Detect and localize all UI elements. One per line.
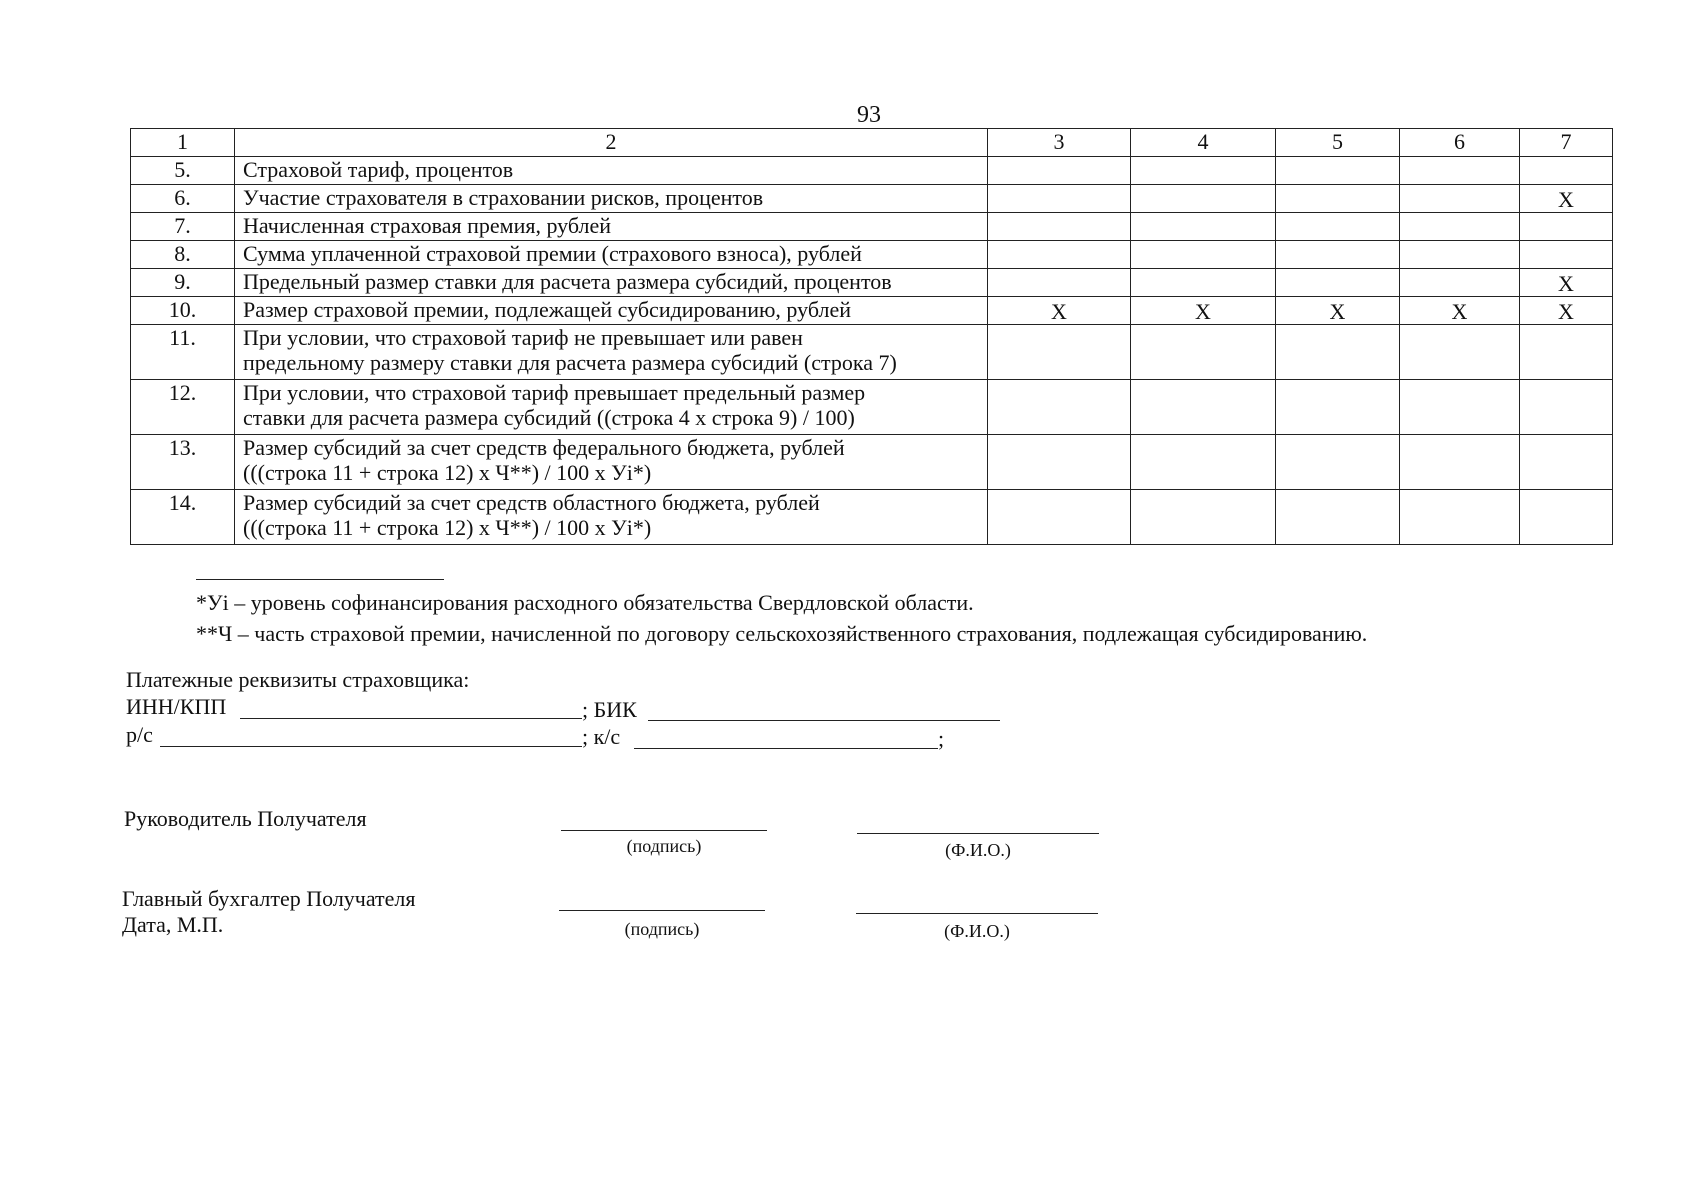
table-row bbox=[131, 157, 1613, 185]
value-cell[interactable] bbox=[1276, 269, 1400, 297]
value-cell[interactable]: X bbox=[988, 297, 1131, 325]
value-cell[interactable] bbox=[1276, 490, 1400, 545]
accountant-name-line[interactable] bbox=[856, 913, 1098, 914]
value-cell[interactable] bbox=[988, 490, 1131, 545]
date-stamp-label: Дата, М.П. bbox=[122, 912, 224, 937]
row-number: 13. bbox=[131, 435, 235, 490]
footnote-yi: *Уi – уровень софинансирования расходного обязательства Свердловской области. bbox=[196, 590, 974, 615]
value-cell[interactable] bbox=[1276, 241, 1400, 269]
table-row bbox=[131, 241, 1613, 269]
value-cell[interactable] bbox=[1276, 325, 1400, 380]
row-number: 12. bbox=[131, 380, 235, 435]
row-label-line: Страховой тариф, процентов bbox=[243, 157, 514, 182]
value-cell[interactable] bbox=[1400, 490, 1520, 545]
value-cell[interactable] bbox=[1276, 157, 1400, 185]
value-cell[interactable] bbox=[1520, 325, 1613, 380]
value-cell[interactable] bbox=[988, 380, 1131, 435]
header-cell: 5 bbox=[1276, 129, 1400, 157]
head-signature-line[interactable] bbox=[561, 830, 767, 831]
row-number: 5. bbox=[131, 157, 235, 185]
rs-field[interactable] bbox=[160, 746, 582, 747]
accountant-signature-caption: (подпись) bbox=[624, 919, 700, 939]
ks-field[interactable] bbox=[634, 748, 938, 749]
inn-kpp-label: ИНН/КПП bbox=[126, 694, 227, 719]
value-cell[interactable] bbox=[1520, 157, 1613, 185]
value-cell[interactable]: X bbox=[1276, 297, 1400, 325]
value-cell[interactable] bbox=[1276, 213, 1400, 241]
accountant-signature-line[interactable] bbox=[559, 910, 765, 911]
row-label-line: При условии, что страховой тариф не превышает или равен bbox=[243, 325, 803, 350]
value-cell[interactable] bbox=[1400, 241, 1520, 269]
row-label-line: Предельный размер ставки для расчета размера субсидий, процентов bbox=[243, 269, 892, 294]
value-cell[interactable] bbox=[1400, 435, 1520, 490]
table-row bbox=[131, 490, 1613, 545]
value-cell[interactable] bbox=[1131, 435, 1276, 490]
row-label bbox=[235, 297, 988, 325]
chief-accountant-label: Главный бухгалтер Получателя bbox=[122, 886, 416, 911]
table-header-row bbox=[131, 129, 1613, 157]
header-cell: 7 bbox=[1520, 129, 1613, 157]
table-row bbox=[131, 435, 1613, 490]
value-cell[interactable] bbox=[1131, 241, 1276, 269]
value-cell[interactable] bbox=[1131, 213, 1276, 241]
table-row bbox=[131, 185, 1613, 213]
accountant-name-caption: (Ф.И.О.) bbox=[944, 921, 1010, 941]
subsidy-calculation-table bbox=[130, 128, 1613, 545]
row-label-line: Сумма уплаченной страховой премии (страхового взноса), рублей bbox=[243, 241, 862, 266]
row-number: 9. bbox=[131, 269, 235, 297]
rs-label: р/с bbox=[126, 722, 153, 747]
value-cell[interactable] bbox=[1400, 157, 1520, 185]
value-cell[interactable] bbox=[988, 269, 1131, 297]
value-cell[interactable] bbox=[1131, 185, 1276, 213]
table-row bbox=[131, 213, 1613, 241]
value-cell[interactable] bbox=[1131, 380, 1276, 435]
value-cell[interactable] bbox=[988, 241, 1131, 269]
row-number: 14. bbox=[131, 490, 235, 545]
row-label bbox=[235, 380, 988, 435]
footnote-divider bbox=[196, 579, 444, 580]
value-cell[interactable]: X bbox=[1520, 297, 1613, 325]
value-cell[interactable] bbox=[1400, 269, 1520, 297]
header-cell: 3 bbox=[988, 129, 1131, 157]
table-row bbox=[131, 297, 1613, 325]
row-label-line: Размер субсидий за счет средств областного бюджета, рублей bbox=[243, 490, 820, 515]
value-cell[interactable] bbox=[988, 185, 1131, 213]
value-cell[interactable] bbox=[1276, 185, 1400, 213]
page-number: 93 bbox=[857, 102, 881, 128]
footnote-ch: **Ч – часть страховой премии, начисленной по договору сельскохозяйственного страхования, подлежащая субсидированию. bbox=[196, 621, 1368, 646]
value-cell[interactable] bbox=[1400, 380, 1520, 435]
row-label-line: Участие страхователя в страховании рисков, процентов bbox=[243, 185, 764, 210]
table-row bbox=[131, 380, 1613, 435]
table-row bbox=[131, 269, 1613, 297]
value-cell[interactable] bbox=[988, 435, 1131, 490]
value-cell[interactable] bbox=[1131, 490, 1276, 545]
row-label bbox=[235, 490, 988, 545]
value-cell[interactable] bbox=[1520, 213, 1613, 241]
header-cell: 1 bbox=[131, 129, 235, 157]
bik-field[interactable] bbox=[648, 720, 1000, 721]
row-label bbox=[235, 185, 988, 213]
value-cell[interactable] bbox=[988, 325, 1131, 380]
value-cell[interactable]: X bbox=[1520, 185, 1613, 213]
value-cell[interactable] bbox=[1400, 213, 1520, 241]
value-cell[interactable] bbox=[1400, 185, 1520, 213]
value-cell[interactable] bbox=[1276, 380, 1400, 435]
bik-label: ; БИК bbox=[582, 697, 637, 722]
value-cell[interactable]: X bbox=[1520, 269, 1613, 297]
value-cell[interactable] bbox=[1276, 435, 1400, 490]
row-label-line: предельному размеру ставки для расчета размера субсидий (строка 7) bbox=[243, 350, 897, 375]
value-cell[interactable] bbox=[1520, 490, 1613, 545]
row-number: 8. bbox=[131, 241, 235, 269]
table-row bbox=[131, 325, 1613, 380]
value-cell[interactable] bbox=[1520, 241, 1613, 269]
row-label-line: При условии, что страховой тариф превышает предельный размер bbox=[243, 380, 866, 405]
value-cell[interactable] bbox=[1520, 380, 1613, 435]
header-cell: 6 bbox=[1400, 129, 1520, 157]
row-number: 11. bbox=[131, 325, 235, 380]
row-label bbox=[235, 157, 988, 185]
value-cell[interactable] bbox=[1400, 325, 1520, 380]
value-cell[interactable] bbox=[1131, 269, 1276, 297]
row-label bbox=[235, 435, 988, 490]
ks-label: ; к/с bbox=[582, 724, 621, 749]
row-label-line: Размер субсидий за счет средств федерального бюджета, рублей bbox=[243, 435, 845, 460]
header-cell: 2 bbox=[235, 129, 988, 157]
row-label bbox=[235, 325, 988, 380]
inn-kpp-field[interactable] bbox=[240, 718, 582, 719]
ks-end-mark: ; bbox=[938, 726, 945, 751]
row-label bbox=[235, 269, 988, 297]
row-label bbox=[235, 213, 988, 241]
row-label-line: (((строка 11 + строка 12) x Ч**) / 100 x Уi*) bbox=[243, 460, 652, 485]
value-cell[interactable] bbox=[1131, 325, 1276, 380]
value-cell[interactable] bbox=[1520, 435, 1613, 490]
payment-heading: Платежные реквизиты страховщика: bbox=[126, 667, 470, 692]
row-label-line: Начисленная страховая премия, рублей bbox=[243, 213, 612, 238]
head-of-recipient-label: Руководитель Получателя bbox=[124, 806, 367, 831]
value-cell[interactable]: X bbox=[1131, 297, 1276, 325]
value-cell[interactable] bbox=[1131, 157, 1276, 185]
row-label-line: (((строка 11 + строка 12) x Ч**) / 100 x Уi*) bbox=[243, 515, 652, 540]
row-number: 6. bbox=[131, 185, 235, 213]
header-cell: 4 bbox=[1131, 129, 1276, 157]
value-cell[interactable]: X bbox=[1400, 297, 1520, 325]
row-label-line: Размер страховой премии, подлежащей субсидированию, рублей bbox=[243, 297, 851, 322]
head-name-caption: (Ф.И.О.) bbox=[945, 840, 1011, 860]
value-cell[interactable] bbox=[988, 213, 1131, 241]
head-signature-caption: (подпись) bbox=[626, 836, 702, 856]
row-number: 7. bbox=[131, 213, 235, 241]
row-label bbox=[235, 241, 988, 269]
row-label-line: ставки для расчета размера субсидий ((строка 4 x строка 9) / 100) bbox=[243, 405, 855, 430]
value-cell[interactable] bbox=[988, 157, 1131, 185]
head-name-line[interactable] bbox=[857, 833, 1099, 834]
row-number: 10. bbox=[131, 297, 235, 325]
